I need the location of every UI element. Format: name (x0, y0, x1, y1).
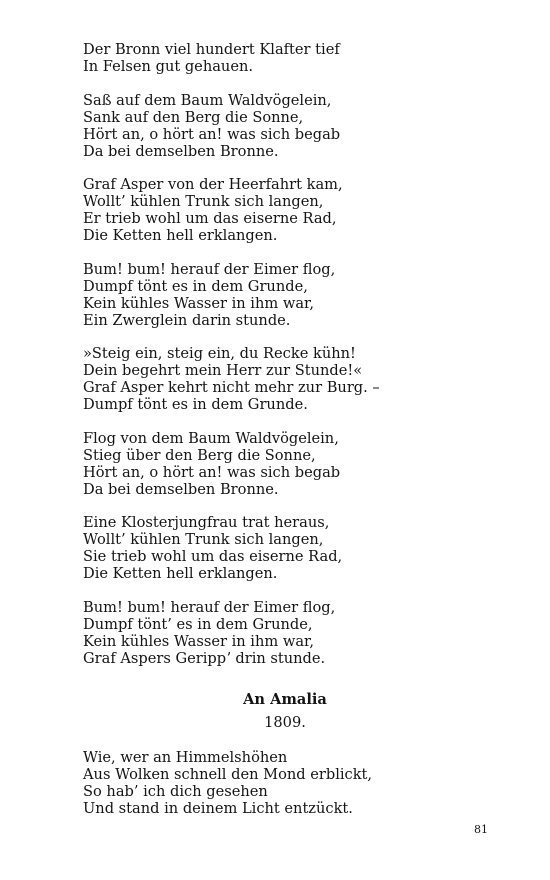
poem-year: 1809. (264, 714, 306, 731)
verse-line: Da bei demselben Bronne. (83, 142, 279, 160)
verse-line: Aus Wolken schnell den Mond erblickt, (83, 766, 373, 783)
poem-an-amalia (83, 749, 503, 834)
verse-line: Kein kühles Wasser in ihm war, (83, 294, 315, 312)
stanza (83, 430, 503, 498)
verse-line: Stieg über den Berg die Sonne, (83, 446, 316, 464)
verse-line: Wie, wer an Himmelshöhen (83, 749, 288, 766)
verse-line: Dumpf tönt es in dem Grunde. (83, 396, 308, 413)
verse-line: Die Ketten hell erklangen. (83, 565, 278, 582)
verse-line: Hört an, o hört an! was sich begab (83, 463, 341, 481)
verse-line: Ein Zwerglein darin stunde. (83, 311, 291, 329)
stanza (83, 749, 503, 817)
verse-line: Da bei demselben Bronne. (83, 480, 279, 498)
page-number: 81 (474, 823, 488, 836)
verse-line: Graf Asper kehrt nicht mehr zur Burg. – (83, 379, 380, 396)
verse-line: Der Bronn viel hundert Klafter tief (83, 41, 340, 58)
verse-line: Die Ketten hell erklangen. (83, 227, 278, 244)
verse-line: Sie trieb wohl um das eiserne Rad, (83, 548, 343, 565)
stanza (83, 176, 503, 244)
verse-line: Bum! bum! herauf der Eimer flog, (83, 260, 336, 278)
verse-line: Wollt’ kühlen Trunk sich langen, (83, 193, 324, 210)
verse-line: Dein begehrt mein Herr zur Stunde!« (83, 362, 363, 379)
verse-line: Und stand in deinem Licht entzückt. (83, 800, 353, 817)
stanza (83, 599, 503, 667)
verse-line: Eine Klosterjungfrau trat heraus, (83, 514, 330, 531)
stanza (83, 41, 503, 75)
verse-line: Bum! bum! herauf der Eimer flog, (83, 598, 336, 616)
verse-line: Hört an, o hört an! was sich begab (83, 125, 341, 143)
verse-line: Wollt’ kühlen Trunk sich langen, (83, 531, 324, 548)
verse-line: Sank auf den Berg die Sonne, (83, 108, 304, 126)
verse-line: Flog von dem Baum Waldvögelein, (83, 429, 339, 447)
stanza (83, 92, 503, 160)
verse-line: Dumpf tönt’ es in dem Grunde, (83, 615, 313, 633)
verse-line: »Steig ein, steig ein, du Recke kühn! (83, 345, 356, 362)
verse-line: Dumpf tönt es in dem Grunde, (83, 277, 308, 295)
verse-line: Kein kühles Wasser in ihm war, (83, 632, 315, 650)
verse-line: Er trieb wohl um das eiserne Rad, (83, 210, 337, 227)
verse-line: Graf Aspers Gerippʼ drin stunde. (83, 649, 326, 667)
verse-line: Saß auf dem Baum Waldvögelein, (83, 91, 332, 109)
poem-continuation (83, 41, 503, 683)
verse-line: So hab’ ich dich gesehen (83, 783, 268, 800)
stanza (83, 261, 503, 329)
verse-line: Graf Asper von der Heerfahrt kam, (83, 176, 343, 193)
stanza (83, 345, 503, 413)
poem-title: An Amalia (243, 691, 327, 708)
verse-line: In Felsen gut gehauen. (83, 58, 253, 75)
stanza (83, 514, 503, 582)
